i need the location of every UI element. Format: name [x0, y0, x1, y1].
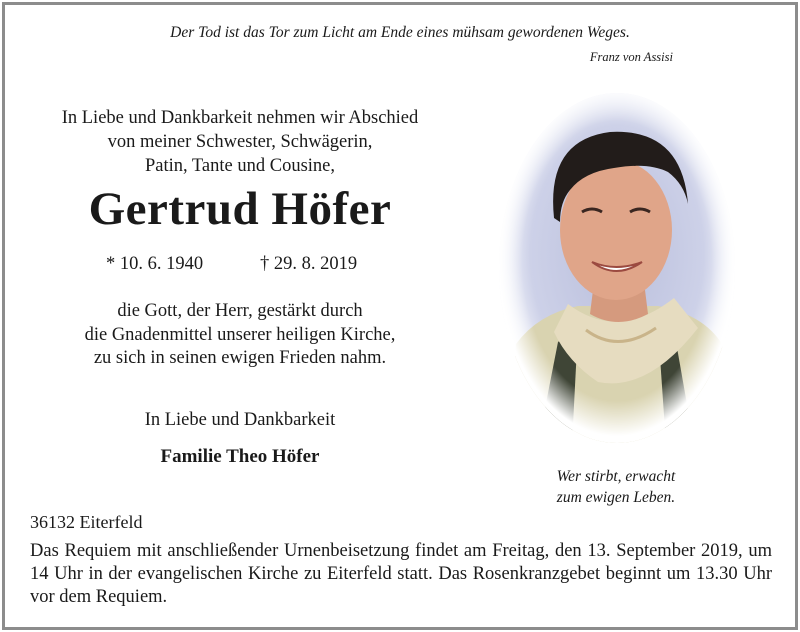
- photo-caption: [500, 466, 732, 508]
- motto-quote: Der Tod ist das Tor zum Licht am Ende eines mühsam gewordenen Weges.: [170, 24, 630, 41]
- intro-line: Patin, Tante und Cousine,: [144, 156, 336, 176]
- closing-thanks: In Liebe und Dankbarkeit: [144, 410, 336, 430]
- place-line: 36132 Eiterfeld: [30, 512, 143, 532]
- body-line: die Gott, der Herr, gestärkt durch: [117, 301, 363, 321]
- intro-line: von meiner Schwester, Schwägerin,: [107, 132, 373, 152]
- intro-text: [20, 106, 460, 178]
- caption-line: zum ewigen Leben.: [556, 489, 676, 506]
- motto-author: Franz von Assisi: [589, 50, 673, 64]
- requiem-notice: Das Requiem mit anschließender Urnenbeisetzung findet am Freitag, den 13. September 2019, um 14 Uhr in der evangelischen Kirche zu Eiterfeld statt. Das Rosenkranzgebet beginnt um 13.30 Uhr vor dem Requiem.: [30, 541, 772, 607]
- body-line: zu sich in seinen ewigen Frieden nahm.: [93, 348, 387, 368]
- body-text: [20, 300, 460, 371]
- caption-line: Wer stirbt, erwacht: [556, 468, 676, 485]
- family-signature: Familie Theo Höfer: [160, 446, 320, 467]
- deceased-name: Gertrud Höfer: [88, 183, 392, 235]
- portrait-photo: [498, 92, 736, 444]
- birth-date: * 10. 6. 1940: [106, 254, 204, 274]
- body-line: die Gnadenmittel unserer heiligen Kirche,: [84, 324, 396, 345]
- death-date: † 29. 8. 2019: [260, 254, 358, 274]
- intro-line: In Liebe und Dankbarkeit nehmen wir Abschied: [61, 108, 419, 128]
